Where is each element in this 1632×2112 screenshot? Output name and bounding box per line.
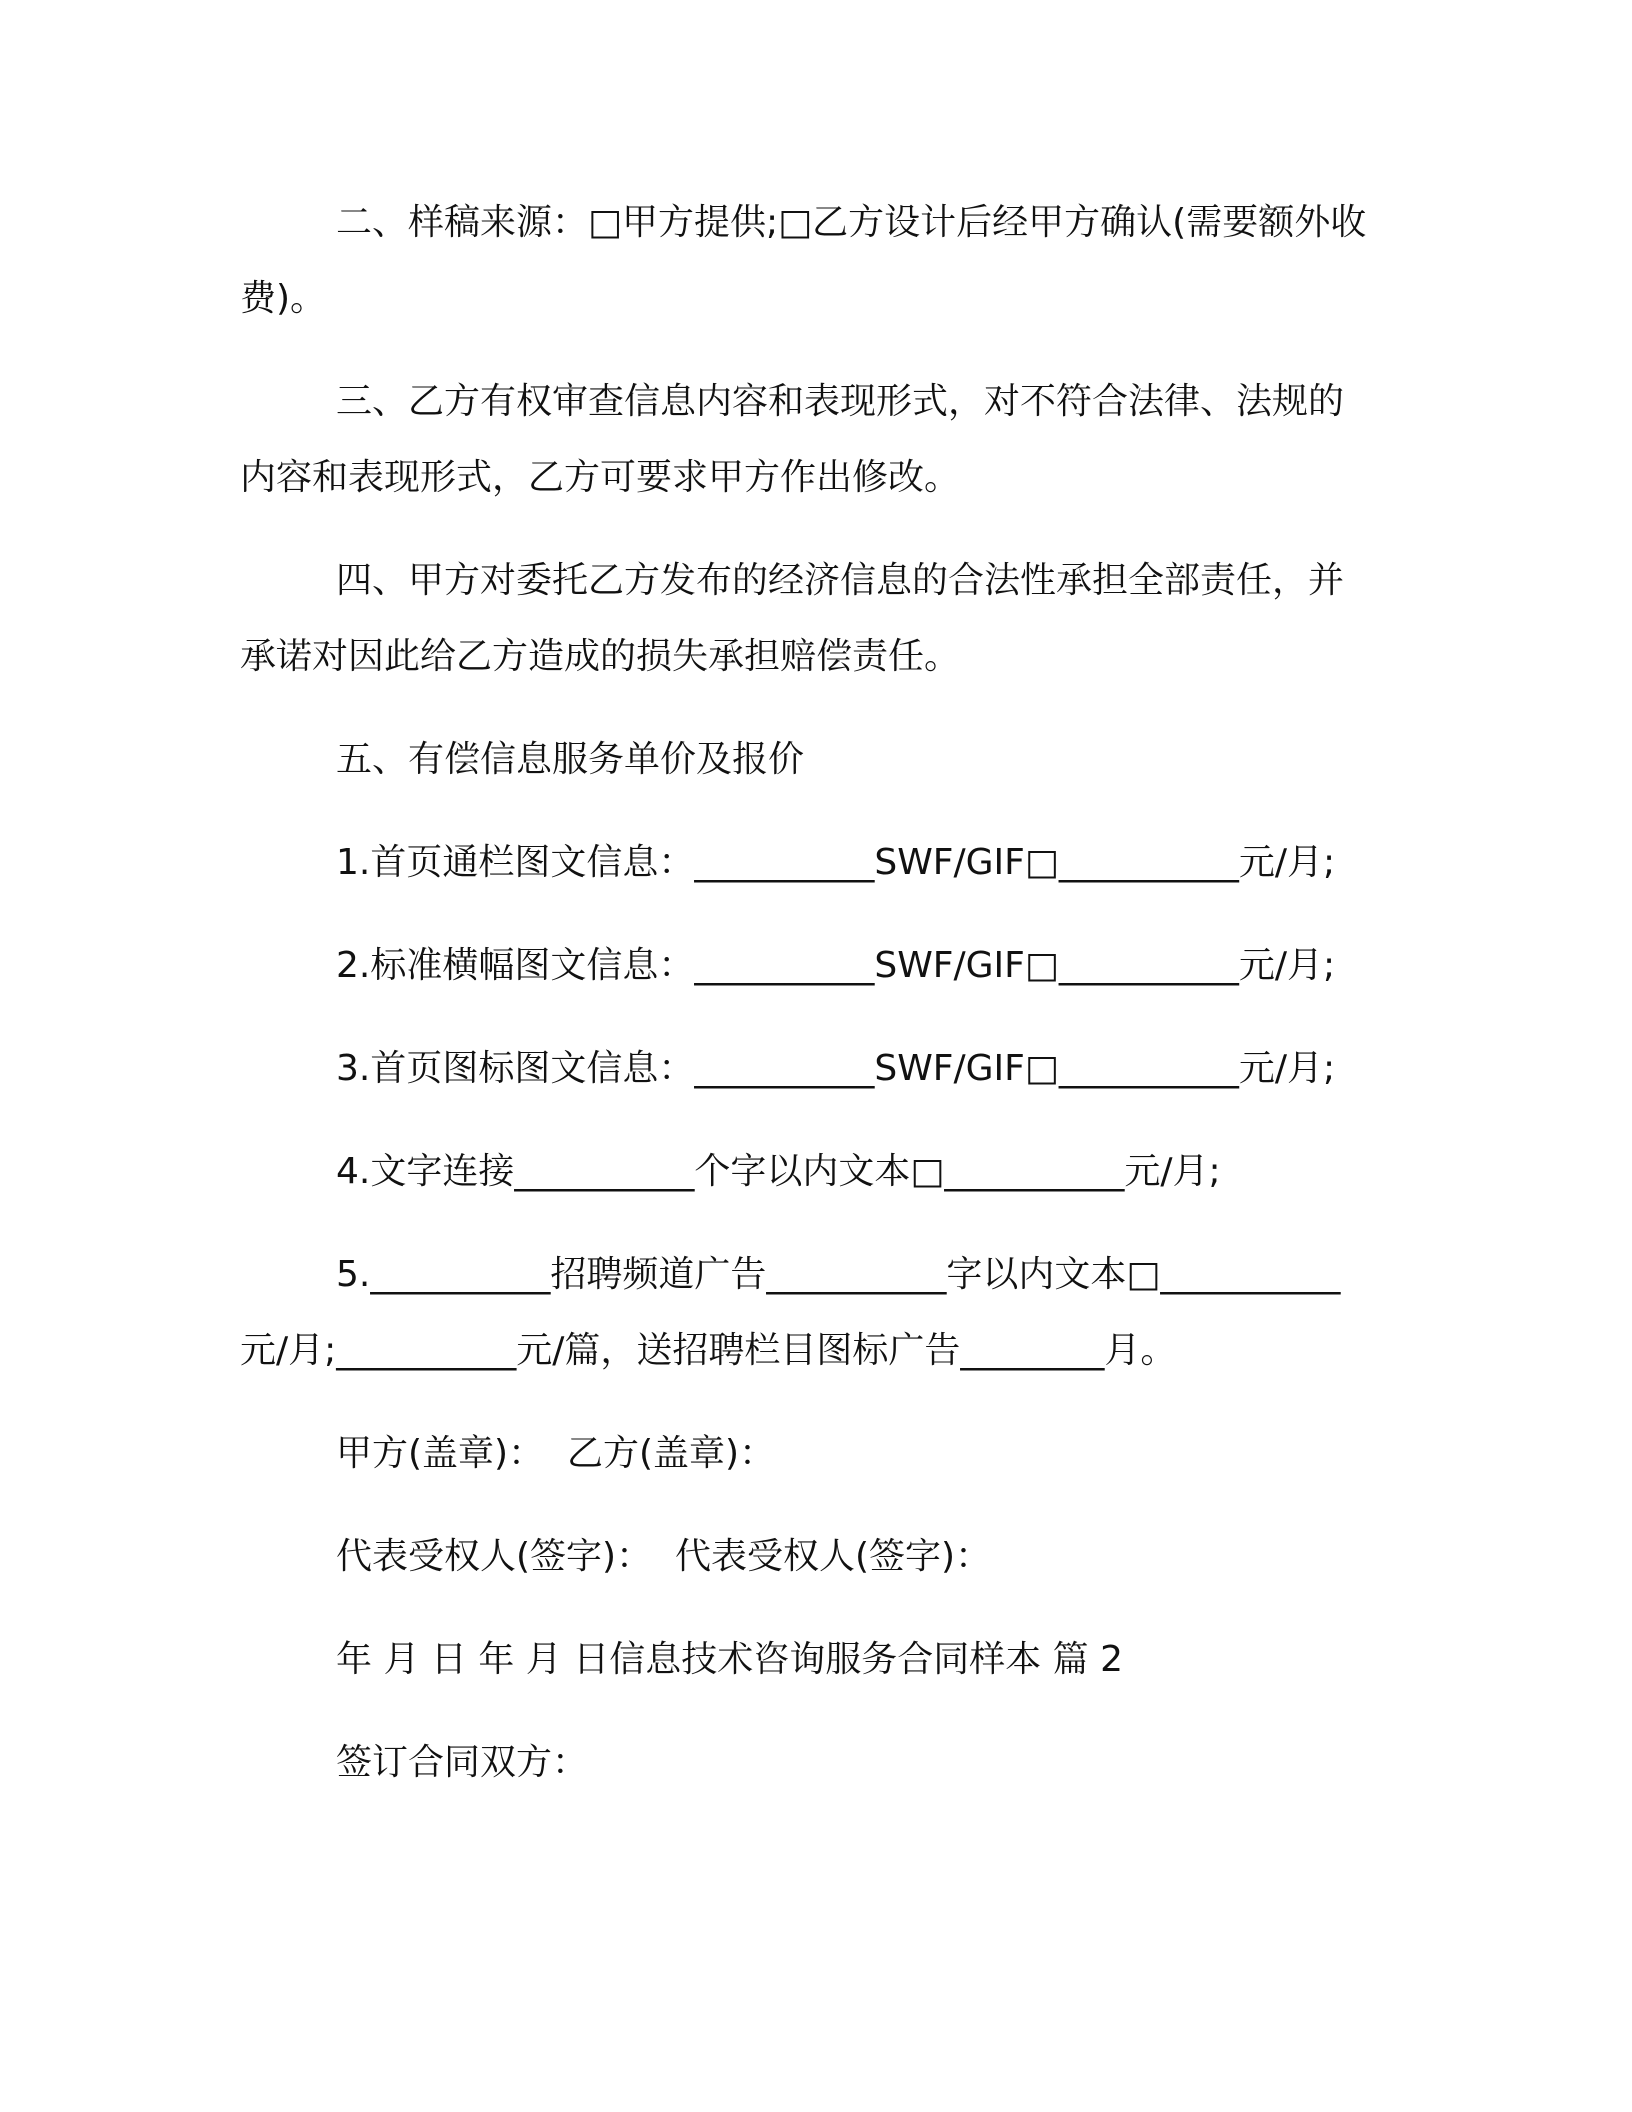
paragraph-legal-responsibility: 四、甲方对委托乙方发布的经济信息的合法性承担全部责任，并承诺对因此给乙方造成的损失承担赔偿责任。 bbox=[240, 560, 1345, 677]
paragraph-signature-line: 代表受权人(签字)： 代表受权人(签字)： bbox=[336, 1536, 992, 1577]
paragraph-sample-source: 二、样稿来源：□甲方提供;□乙方设计后经甲方确认(需要额外收费)。 bbox=[240, 202, 1367, 319]
paragraph-pricing-heading: 五、有偿信息服务单价及报价 bbox=[336, 739, 805, 780]
paragraph-price-item-4: 4.文字连接__________个字以内文本□__________元/月; bbox=[336, 1151, 1221, 1192]
paragraph-content-review: 三、乙方有权审查信息内容和表现形式，对不符合法律、法规的内容和表现形式，乙方可要求甲方作出修改。 bbox=[240, 381, 1345, 498]
paragraph-contract-parties: 签订合同双方： bbox=[336, 1742, 589, 1783]
paragraph-date-and-title: 年 月 日 年 月 日信息技术咨询服务合同样本 篇 2 bbox=[336, 1639, 1124, 1680]
paragraph-price-item-3: 3.首页图标图文信息：__________SWF/GIF□__________元/月; bbox=[336, 1048, 1336, 1089]
paragraph-price-item-5: 5.__________招聘频道广告__________字以内文本□__________元/月;__________元/篇，送招聘栏目图标广告________月。 bbox=[240, 1254, 1341, 1371]
paragraph-price-item-1: 1.首页通栏图文信息：__________SWF/GIF□__________元/月; bbox=[336, 842, 1336, 883]
paragraph-seal-line: 甲方(盖章)： 乙方(盖章)： bbox=[336, 1433, 776, 1474]
paragraph-price-item-2: 2.标准横幅图文信息：__________SWF/GIF□__________元/月; bbox=[336, 945, 1336, 986]
document-body bbox=[240, 185, 1370, 1828]
